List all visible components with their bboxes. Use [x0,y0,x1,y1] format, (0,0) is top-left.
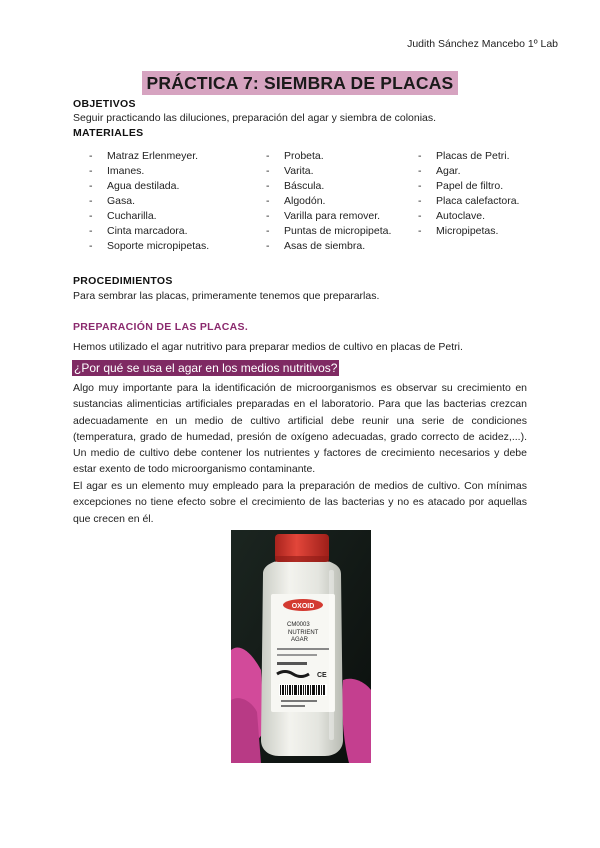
list-item: - Imanes. [89,165,145,177]
product-name-line1: NUTRIENT [288,630,319,636]
list-item: - Soporte micropipetas. [89,240,210,252]
materials-column-2 [266,149,391,254]
label-line [281,700,317,702]
list-item: - Agua destilada. [89,180,180,192]
label-line [277,662,307,665]
label-line [277,654,317,656]
paragraph-agar: El agar es un elemento muy empleado para la preparación de medios de cultivo. Con mínimas excepciones no tiene efecto sobre el crecimiento de las bacterias y no es atacado por aquellas que crecen en él. [73,480,527,525]
list-item: - Placa calefactora. [418,195,520,207]
list-item: - Asas de siembra. [266,240,366,252]
list-item: - Báscula. [266,180,325,192]
product-name-line2: AGAR [291,637,309,643]
list-item: - Probeta. [266,150,324,162]
list-item: - Puntas de micropipeta. [266,225,392,237]
objetivos-heading: OBJETIVOS [73,98,136,110]
page-title: PRÁCTICA 7: SIEMBRA DE PLACAS [142,71,458,95]
brand-text: OXOID [291,603,315,610]
preparacion-text: Hemos utilizado el agar nutritivo para preparar medios de cultivo en placas de Petri. [73,341,463,353]
question-heading: ¿Por qué se usa el agar en los medios nutritivos? [74,361,338,375]
list-item: - Micropipetas. [418,225,499,237]
list-item: - Varilla para remover. [266,210,381,222]
list-item: - Cucharilla. [89,210,157,222]
author-header: Judith Sánchez Mancebo 1º Lab [407,38,558,50]
agar-bottle-illustration [231,530,371,763]
barcode [279,684,327,696]
preparacion-heading: PREPARACIÓN DE LAS PLACAS. [73,321,249,333]
label-line [281,705,305,707]
procedimientos-text: Para sembrar las placas, primeramente tenemos que prepararlas. [73,290,380,302]
list-item: - Agar. [418,165,461,177]
materiales-heading: MATERIALES [73,127,144,139]
materials-column-3 [418,149,519,239]
list-item: - Placas de Petri. [418,150,510,162]
materials-column-1 [89,149,209,254]
label-line [277,648,329,650]
list-item: - Algodón. [266,195,326,207]
cap-rim [275,556,329,562]
bottle-highlight [329,570,334,740]
list-item: - Cinta marcadora. [89,225,188,237]
product-code: CM0003 [287,622,310,628]
list-item: - Varita. [266,165,314,177]
list-item: - Matraz Erlenmeyer. [89,150,199,162]
ce-mark: CE [317,672,327,679]
list-item: - Autoclave. [418,210,486,222]
procedimientos-heading: PROCEDIMIENTOS [73,275,173,287]
objetivos-text: Seguir practicando las diluciones, preparación del agar y siembra de colonias. [73,112,437,124]
list-item: - Gasa. [89,195,136,207]
paragraph-crecimiento: Algo muy importante para la identificación de microorganismos es observar su crecimiento en sustancias alimenticias artificiales preparadas en el laboratorio. Para que las bacterias crezcan adecuadamente en un medio de cultivo artificial debe reunir una serie de condiciones (temperatura, grado de humedad, presión de oxígeno adecuadas, grado correcto de acidez,...). Un medio de cultivo debe contener los nutrientes y factores de crecimiento necesarios y debe estar exento de todo microorganismo contaminante. [73,382,527,476]
glove-right [342,679,371,763]
agar-bottle-photo [231,530,371,763]
list-item: - Papel de filtro. [418,180,504,192]
